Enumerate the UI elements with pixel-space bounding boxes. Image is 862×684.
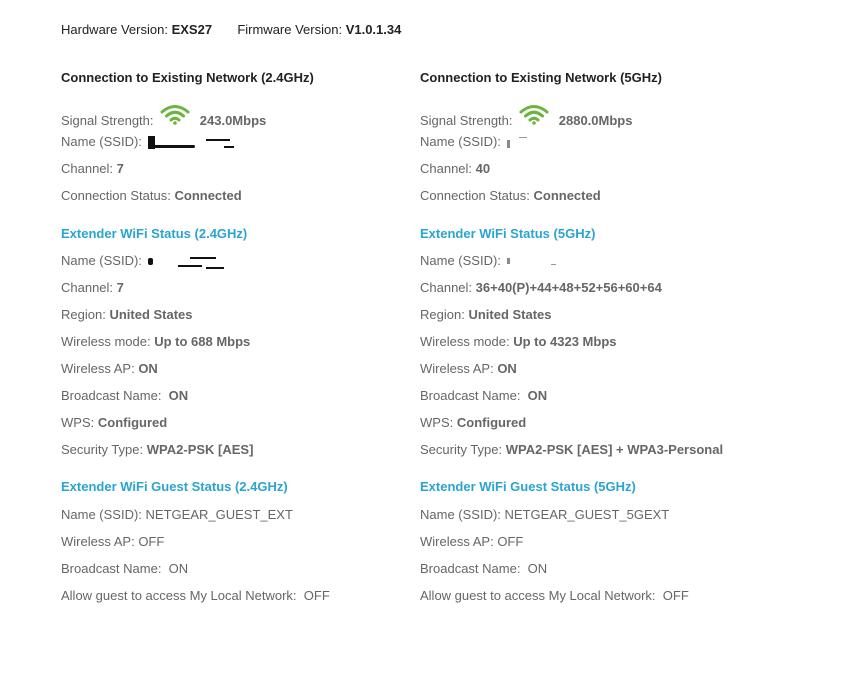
ssid-redacted bbox=[146, 136, 238, 150]
channel-label: Channel: bbox=[420, 161, 473, 176]
firmware-version-value: V1.0.1.34 bbox=[345, 22, 402, 37]
hardware-version-value: EXS27 bbox=[171, 22, 213, 37]
region-row bbox=[420, 307, 552, 323]
wireless-mode-label: Wireless mode: bbox=[420, 334, 510, 349]
signal-strength-row bbox=[420, 107, 633, 128]
wireless-ap-value: ON bbox=[497, 361, 517, 376]
channel-value: 7 bbox=[116, 161, 124, 176]
region-value: United States bbox=[109, 307, 193, 322]
wps-label: WPS: bbox=[420, 415, 454, 430]
extender-channel-row bbox=[420, 280, 662, 296]
extender-channel-value: 36+40(P)+44+48+52+56+60+64 bbox=[475, 280, 662, 295]
signal-strength-label: Signal Strength: bbox=[420, 113, 513, 128]
section-title-connection-5g: Connection to Existing Network (5GHz) bbox=[420, 70, 662, 85]
broadcast-name-label: Broadcast Name: bbox=[61, 388, 162, 403]
signal-strength-value: 243.0Mbps bbox=[199, 113, 267, 128]
wireless-mode-value: Up to 688 Mbps bbox=[154, 334, 251, 349]
signal-strength-value: 2880.0Mbps bbox=[558, 113, 633, 128]
region-row bbox=[61, 307, 193, 323]
connection-status-row bbox=[420, 188, 601, 204]
guest-wireless-ap-row bbox=[420, 534, 523, 550]
section-title-connection-2g: Connection to Existing Network (2.4GHz) bbox=[61, 70, 314, 85]
wps-row bbox=[61, 415, 167, 431]
firmware-version-label: Firmware Version: bbox=[237, 22, 343, 37]
broadcast-name-row bbox=[61, 388, 188, 404]
connection-status-row bbox=[61, 188, 242, 204]
version-info bbox=[61, 22, 401, 37]
guest-ssid-row bbox=[61, 507, 293, 523]
guest-ssid-label: Name (SSID): bbox=[61, 507, 142, 522]
wps-value: Configured bbox=[97, 415, 168, 430]
ssid-row bbox=[61, 134, 238, 150]
wireless-ap-label: Wireless AP: bbox=[61, 361, 135, 376]
guest-ssid-value: NETGEAR_GUEST_EXT bbox=[145, 507, 293, 522]
guest-local-access-row bbox=[420, 588, 689, 604]
guest-broadcast-name-row bbox=[61, 561, 188, 577]
hardware-version-label: Hardware Version: bbox=[61, 22, 168, 37]
wps-label: WPS: bbox=[61, 415, 95, 430]
connection-status-label: Connection Status: bbox=[61, 188, 171, 203]
guest-ssid-value: NETGEAR_GUEST_5GEXT bbox=[504, 507, 670, 522]
guest-wireless-ap-value: OFF bbox=[497, 534, 524, 549]
guest-local-access-value: OFF bbox=[303, 588, 330, 603]
region-label: Region: bbox=[420, 307, 465, 322]
ssid-label: Name (SSID): bbox=[61, 134, 142, 149]
broadcast-name-row bbox=[420, 388, 547, 404]
guest-wireless-ap-value: OFF bbox=[138, 534, 165, 549]
section-title-guest-5g: Extender WiFi Guest Status (5GHz) bbox=[420, 479, 636, 494]
guest-local-access-value: OFF bbox=[662, 588, 689, 603]
extender-ssid-redacted bbox=[505, 255, 565, 269]
wireless-mode-label: Wireless mode: bbox=[61, 334, 151, 349]
channel-label: Channel: bbox=[61, 161, 114, 176]
security-type-row bbox=[61, 442, 253, 458]
broadcast-name-label: Broadcast Name: bbox=[420, 388, 521, 403]
section-title-extender-5g: Extender WiFi Status (5GHz) bbox=[420, 226, 596, 241]
section-title-guest-2g: Extender WiFi Guest Status (2.4GHz) bbox=[61, 479, 288, 494]
channel-row bbox=[420, 161, 490, 177]
region-value: United States bbox=[468, 307, 552, 322]
guest-local-access-row bbox=[61, 588, 330, 604]
ssid-row bbox=[420, 134, 545, 150]
wifi-signal-icon bbox=[160, 103, 190, 125]
ssid-redacted bbox=[505, 136, 545, 150]
security-type-value: WPA2-PSK [AES] bbox=[146, 442, 254, 457]
extender-channel-label: Channel: bbox=[61, 280, 114, 295]
guest-local-access-label: Allow guest to access My Local Network: bbox=[61, 588, 297, 603]
broadcast-name-value: ON bbox=[527, 388, 548, 403]
guest-broadcast-name-label: Broadcast Name: bbox=[420, 561, 521, 576]
guest-broadcast-name-label: Broadcast Name: bbox=[61, 561, 162, 576]
wps-value: Configured bbox=[456, 415, 527, 430]
guest-broadcast-name-row bbox=[420, 561, 547, 577]
connection-status-value: Connected bbox=[533, 188, 601, 203]
guest-wireless-ap-label: Wireless AP: bbox=[420, 534, 494, 549]
guest-broadcast-name-value: ON bbox=[168, 561, 189, 576]
security-type-label: Security Type: bbox=[61, 442, 144, 457]
wifi-signal-icon bbox=[519, 103, 549, 125]
section-title-extender-2g: Extender WiFi Status (2.4GHz) bbox=[61, 226, 248, 241]
ssid-label: Name (SSID): bbox=[420, 134, 501, 149]
security-type-value: WPA2-PSK [AES] + WPA3-Personal bbox=[505, 442, 724, 457]
extender-ssid-row bbox=[61, 253, 238, 269]
security-type-row bbox=[420, 442, 723, 458]
guest-local-access-label: Allow guest to access My Local Network: bbox=[420, 588, 656, 603]
extender-channel-label: Channel: bbox=[420, 280, 473, 295]
extender-ssid-row bbox=[420, 253, 565, 269]
guest-broadcast-name-value: ON bbox=[527, 561, 548, 576]
connection-status-label: Connection Status: bbox=[420, 188, 530, 203]
extender-ssid-label: Name (SSID): bbox=[420, 253, 501, 268]
wireless-mode-row bbox=[420, 334, 617, 350]
wireless-ap-value: ON bbox=[138, 361, 158, 376]
connection-status-value: Connected bbox=[174, 188, 242, 203]
extender-channel-row bbox=[61, 280, 124, 296]
guest-wireless-ap-row bbox=[61, 534, 164, 550]
region-label: Region: bbox=[61, 307, 106, 322]
channel-row bbox=[61, 161, 124, 177]
broadcast-name-value: ON bbox=[168, 388, 189, 403]
extender-ssid-label: Name (SSID): bbox=[61, 253, 142, 268]
guest-ssid-label: Name (SSID): bbox=[420, 507, 501, 522]
security-type-label: Security Type: bbox=[420, 442, 503, 457]
extender-ssid-redacted bbox=[146, 255, 238, 269]
guest-ssid-row bbox=[420, 507, 669, 523]
wireless-ap-row bbox=[61, 361, 158, 377]
extender-channel-value: 7 bbox=[116, 280, 124, 295]
signal-strength-row bbox=[61, 107, 267, 128]
wps-row bbox=[420, 415, 526, 431]
signal-strength-label: Signal Strength: bbox=[61, 113, 154, 128]
guest-wireless-ap-label: Wireless AP: bbox=[61, 534, 135, 549]
wireless-mode-row bbox=[61, 334, 250, 350]
wireless-mode-value: Up to 4323 Mbps bbox=[513, 334, 617, 349]
wireless-ap-row bbox=[420, 361, 517, 377]
channel-value: 40 bbox=[475, 161, 491, 176]
wireless-ap-label: Wireless AP: bbox=[420, 361, 494, 376]
